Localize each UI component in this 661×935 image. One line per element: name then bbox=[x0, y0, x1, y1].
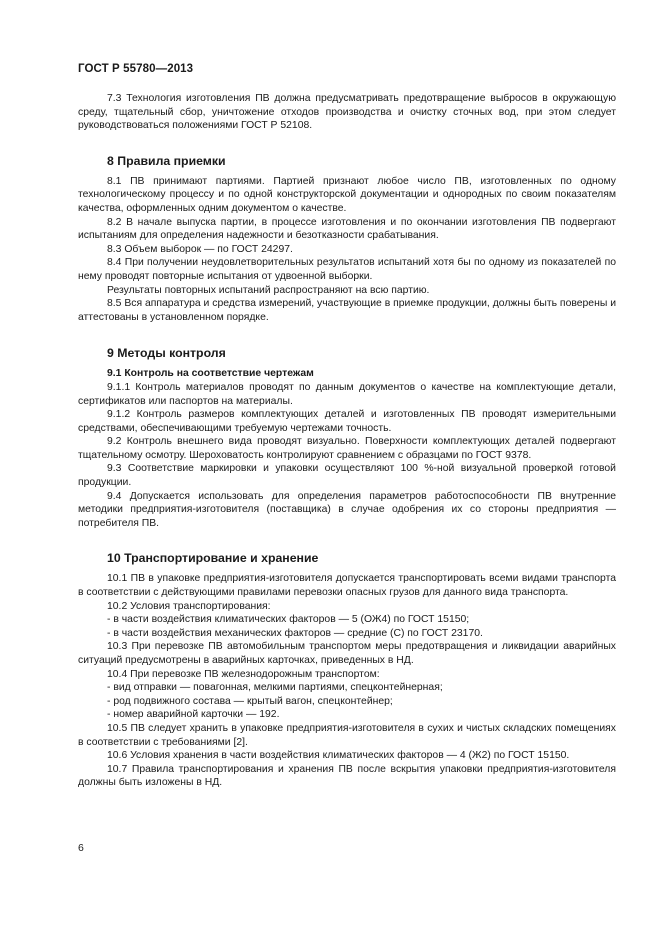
document-body bbox=[78, 92, 616, 790]
paragraph-10-5: 10.5 ПВ следует хранить в упаковке предприятия-изготовителя в сухих и чистых складских помещениях в соответствии с требованиями [2]. bbox=[78, 722, 616, 748]
list-item: - в части воздействия климатических факторов — 5 (ОЖ4) по ГОСТ 15150; bbox=[107, 614, 470, 626]
list-item: - вид отправки — повагонная, мелкими партиями, спецконтейнерная; bbox=[107, 682, 443, 694]
section-8-title: 8 Правила приемки bbox=[107, 153, 226, 168]
paragraph-10-7: 10.7 Правила транспортирования и хранения ПВ после вскрытия упаковки предприятия-изготовителя должны быть изложены в НД. bbox=[78, 763, 616, 789]
paragraph-10-6: 10.6 Условия хранения в части воздействия климатических факторов — 4 (Ж2) по ГОСТ 15150. bbox=[107, 750, 570, 762]
paragraph-8-2: 8.2 В начале выпуска партии, в процессе изготовления и по окончании изготовления ПВ подвергают испытаниям для определения надежности и безотказности срабатывания. bbox=[78, 216, 616, 242]
paragraph-10-3: 10.3 При перевозке ПВ автомобильным транспортом меры предотвращения и ликвидации аварийных ситуаций предусмотрены в аварийных карточках, приведенных в НД. bbox=[78, 641, 616, 666]
paragraph-10-4: 10.4 При перевозке ПВ железнодорожным транспортом: bbox=[107, 668, 380, 680]
paragraph-8-5: 8.5 Вся аппаратура и средства измерений, участвующие в приемке продукции, должны быть поверены и аттестованы в установленном порядке. bbox=[78, 298, 616, 323]
paragraph-10-1: 10.1 ПВ в упаковке предприятия-изготовителя допускается транспортировать всеми видами транспорта в соответствии с действующими правилами перевозки опасных грузов для данного вида транспорта. bbox=[78, 573, 616, 599]
paragraph-9-1-2: 9.1.2 Контроль размеров комплектующих деталей и изготовленных ПВ проводят измерительными средствами, обеспечивающими требуемую чертежами точность. bbox=[78, 409, 616, 434]
paragraph-8-4-continued: Результаты повторных испытаний распространяют на всю партию. bbox=[107, 284, 430, 296]
paragraph-10-2: 10.2 Условия транспортирования: bbox=[107, 600, 271, 612]
paragraph-8-3: 8.3 Объем выборок — по ГОСТ 24297. bbox=[107, 243, 293, 255]
paragraph-8-1: 8.1 ПВ принимают партиями. Партией признают любое число ПВ, изготовленных по одному технологическому процессу и по одной конструкторской документации и однородных по своим показателям качества, оформленных одним документом о качестве. bbox=[78, 175, 616, 214]
page-number: 6 bbox=[78, 842, 84, 854]
document-header: ГОСТ Р 55780—2013 bbox=[78, 63, 194, 75]
paragraph-9-3: 9.3 Соответствие маркировки и упаковки осуществляют 100 %-ной визуальной проверкой готовой продукции. bbox=[78, 463, 616, 489]
list-item: - в части воздействия механических факторов — средние (С) по ГОСТ 23170. bbox=[107, 627, 483, 639]
list-item: - род подвижного состава — крытый вагон, спецконтейнер; bbox=[107, 695, 393, 707]
paragraph-9-1-1: 9.1.1 Контроль материалов проводят по данным документов о качестве на комплектующие детали, сертификатов или паспортов на материалы. bbox=[78, 381, 616, 407]
list-item: - номер аварийной карточки — 192. bbox=[107, 709, 280, 721]
paragraph-9-4: 9.4 Допускается использовать для определения параметров работоспособности ПВ внутренние методики предприятия-изготовителя (поставщика) в случае одобрения их со стороны предприятия — потребителя ПВ. bbox=[78, 490, 616, 529]
paragraph-8-4: 8.4 При получении неудовлетворительных результатов испытаний хотя бы по одному из показателей по нему проводят повторные испытания от удвоенной выборки. bbox=[78, 257, 616, 282]
section-9-title: 9 Методы контроля bbox=[107, 346, 226, 361]
paragraph-7-3: 7.3 Технология изготовления ПВ должна предусматривать предотвращение выбросов в окружающую среду, тщательный сбор, уничтожение отходов производства и очистку сточных вод, при этом следует руководствоваться положениями ГОСТ Р 52108. bbox=[78, 93, 616, 132]
paragraph-9-2: 9.2 Контроль внешнего вида проводят визуально. Поверхности комплектующих деталей подвергают тщательному осмотру. Шероховатость контролируют сравнением с образцами по ГОСТ 9378. bbox=[78, 436, 616, 461]
subsection-9-1-title: 9.1 Контроль на соответствие чертежам bbox=[107, 368, 314, 380]
section-10-title: 10 Транспортирование и хранение bbox=[107, 551, 319, 566]
